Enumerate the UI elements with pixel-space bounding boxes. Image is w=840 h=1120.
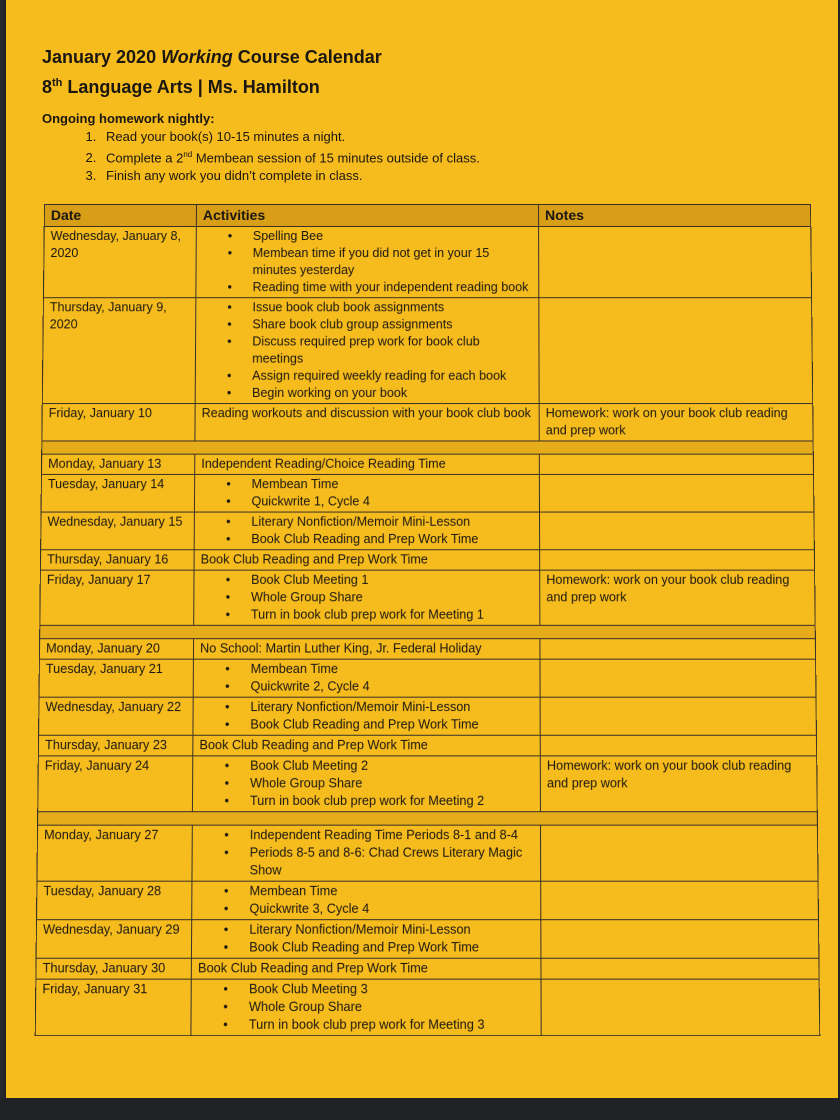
date-cell: Thursday, January 9, 2020 — [42, 298, 196, 404]
week-separator-row — [40, 625, 816, 638]
table-row — [39, 659, 816, 697]
homework-item-sup: nd — [183, 150, 193, 159]
activities-cell — [194, 570, 540, 625]
activities-list — [200, 661, 534, 696]
title-prefix: January 2020 — [42, 47, 162, 67]
date-cell: Thursday, January 16 — [40, 550, 194, 570]
table-row — [42, 404, 813, 441]
table-body — [35, 227, 820, 1036]
homework-item-text: Membean session of 15 minutes outside of class. — [192, 150, 480, 166]
activities-cell — [192, 825, 541, 881]
activities-cell — [192, 881, 541, 919]
activities-list — [198, 921, 534, 956]
week-separator-row — [38, 812, 818, 825]
header-activities: Activities — [196, 204, 538, 226]
subtitle-text: Language Arts | Ms. Hamilton — [62, 77, 320, 97]
activity-item: • Turn in book club prep work for Meeting 3 — [249, 1016, 535, 1034]
activity-item: • Independent Reading Time Periods 8-1 and 8-4 — [250, 827, 534, 845]
notes-cell — [539, 454, 813, 474]
date-cell: Friday, January 24 — [38, 756, 193, 812]
week-separator-row — [42, 441, 814, 454]
title-suffix: Course Calendar — [232, 47, 382, 67]
activities-cell — [196, 227, 539, 298]
homework-section — [42, 110, 480, 185]
homework-item — [100, 146, 480, 167]
activity-item: • Spelling Bee — [253, 228, 532, 245]
notes-cell — [541, 881, 819, 919]
subtitle-grade: 8 — [42, 77, 53, 97]
activities-cell — [195, 298, 539, 404]
homework-item: 1. Read your book(s) 10-15 minutes a night. — [100, 128, 480, 146]
table-row — [39, 639, 815, 660]
activity-item: • Reading time with your independent reading book — [253, 279, 533, 296]
calendar-table — [35, 204, 821, 1036]
activity-item: • Book Club Reading and Prep Work Time — [249, 939, 534, 957]
activity-item: • Assign required weekly reading for each book — [252, 368, 532, 385]
activity-item: • Quickwrite 2, Cycle 4 — [251, 678, 534, 695]
table-row — [36, 958, 819, 979]
activity-item: • Quickwrite 1, Cycle 4 — [251, 493, 532, 510]
activity-item: • Membean Time — [252, 476, 533, 493]
activities-list — [201, 514, 533, 549]
activity-item: • Whole Group Share — [249, 998, 535, 1016]
table-row — [41, 474, 814, 512]
notes-cell — [541, 825, 819, 881]
notes-cell — [539, 512, 814, 550]
week-separator — [42, 441, 814, 454]
subtitle-ordinal: th — [52, 77, 63, 89]
week-separator — [38, 812, 818, 825]
activity-item: • Turn in book club prep work for Meeting 2 — [250, 793, 534, 811]
activity-item: • Whole Group Share — [250, 775, 534, 793]
header-notes: Notes — [539, 204, 811, 226]
subtitle-line — [42, 70, 382, 100]
table-row — [38, 756, 818, 812]
date-cell: Tuesday, January 14 — [41, 474, 195, 512]
activity-item: • Discuss required prep work for book club meetings — [252, 333, 532, 367]
activities-cell: No School: Martin Luther King, Jr. Federal Holiday — [193, 639, 540, 660]
homework-title: Ongoing homework nightly: — [42, 111, 215, 126]
activities-cell — [191, 920, 541, 959]
notes-cell — [541, 979, 820, 1036]
date-cell: Monday, January 13 — [41, 454, 194, 474]
activities-cell — [194, 512, 539, 550]
activity-item: • Quickwrite 3, Cycle 4 — [249, 900, 534, 918]
date-cell: Wednesday, January 15 — [41, 512, 195, 550]
activity-item: • Membean Time — [251, 661, 534, 678]
date-cell: Wednesday, January 22 — [39, 697, 194, 735]
activities-list — [202, 299, 533, 402]
title-line — [42, 44, 382, 70]
table-row — [37, 881, 819, 919]
date-cell: Tuesday, January 21 — [39, 659, 193, 697]
activity-item: • Literary Nonfiction/Memoir Mini-Lesson — [250, 699, 533, 716]
homework-list — [42, 128, 480, 185]
activity-item: • Book Club Reading and Prep Work Time — [251, 531, 533, 548]
document-title — [42, 44, 382, 100]
activity-item: • Whole Group Share — [251, 589, 533, 606]
table-row — [39, 697, 817, 735]
table-row — [37, 825, 818, 881]
table-row — [40, 570, 815, 625]
activity-item: • Periods 8-5 and 8-6: Chad Crews Literary Magic Show — [250, 844, 534, 879]
homework-item-text: Complete a 2 — [106, 150, 184, 166]
date-cell: Tuesday, January 28 — [37, 881, 192, 919]
activity-item: • Book Club Meeting 2 — [250, 757, 534, 775]
date-cell: Monday, January 20 — [39, 639, 193, 660]
activities-cell — [192, 756, 540, 812]
activity-item: • Book Club Reading and Prep Work Time — [250, 716, 533, 734]
table-header-row — [44, 204, 811, 226]
table-row — [36, 920, 819, 959]
table-row — [38, 735, 816, 756]
activities-list — [202, 228, 532, 296]
notes-cell — [540, 735, 816, 756]
date-cell: Monday, January 27 — [37, 825, 192, 881]
activity-item: • Share book club group assignments — [252, 316, 532, 333]
notes-cell — [540, 697, 816, 735]
header-date: Date — [44, 204, 196, 226]
notes-cell — [539, 298, 813, 404]
date-cell: Friday, January 10 — [42, 404, 195, 441]
activities-cell: Book Club Reading and Prep Work Time — [194, 550, 540, 570]
notes-cell — [540, 639, 816, 660]
table-row — [41, 512, 815, 550]
table-row — [40, 550, 814, 570]
activity-item: • Membean Time — [249, 883, 534, 901]
activities-cell — [193, 697, 540, 735]
date-cell: Wednesday, January 29 — [36, 920, 192, 959]
notes-cell — [539, 227, 812, 298]
table-row — [42, 298, 812, 404]
notes-cell — [541, 920, 819, 959]
activities-cell: Book Club Reading and Prep Work Time — [191, 958, 541, 979]
activity-item: • Literary Nonfiction/Memoir Mini-Lesson — [251, 514, 533, 531]
notes-cell — [539, 474, 814, 512]
calendar-sheet — [6, 0, 838, 1098]
notes-cell: Homework: work on your book club reading and prep work — [540, 570, 816, 625]
date-cell: Thursday, January 23 — [38, 735, 193, 756]
activity-item: • Membean time if you did not get in your 15 minutes yesterday — [253, 245, 533, 279]
activities-list — [200, 699, 534, 734]
date-cell: Thursday, January 30 — [36, 958, 192, 979]
table-row — [35, 979, 820, 1036]
activity-item: • Begin working on your book — [252, 385, 533, 402]
notes-cell — [540, 550, 815, 570]
activities-cell: Independent Reading/Choice Reading Time — [195, 454, 540, 474]
notes-cell: Homework: work on your book club reading and prep work — [540, 756, 817, 812]
activities-cell: Book Club Reading and Prep Work Time — [193, 735, 540, 756]
date-cell: Friday, January 31 — [35, 979, 191, 1036]
title-italic: Working — [161, 47, 233, 67]
homework-item: 3. Finish any work you didn’t complete in class. — [100, 167, 480, 185]
notes-cell — [541, 958, 819, 979]
table-row — [41, 454, 813, 474]
activity-item: • Book Club Meeting 1 — [251, 572, 533, 589]
date-cell: Wednesday, January 8, 2020 — [43, 227, 196, 298]
date-cell: Friday, January 17 — [40, 570, 194, 625]
activities-list — [201, 476, 533, 511]
table-surface — [0, 1098, 840, 1120]
activities-cell: Reading workouts and discussion with your book club book — [195, 404, 539, 441]
activities-cell — [193, 659, 540, 697]
activities-cell — [194, 474, 539, 512]
activities-list — [198, 883, 534, 918]
activity-item: • Book Club Meeting 3 — [249, 981, 534, 999]
activities-list — [198, 981, 535, 1034]
week-separator — [40, 625, 816, 638]
activity-item: • Literary Nonfiction/Memoir Mini-Lesson — [249, 921, 534, 939]
notes-cell: Homework: work on your book club reading and prep work — [539, 404, 813, 441]
activity-item: • Issue book club book assignments — [252, 299, 532, 316]
table-row — [43, 227, 811, 298]
notes-cell — [540, 659, 816, 697]
activities-list — [199, 827, 534, 880]
activities-list — [199, 757, 534, 810]
activity-item: • Turn in book club prep work for Meeting 1 — [251, 606, 533, 623]
activities-list — [200, 572, 533, 624]
activities-cell — [191, 979, 541, 1036]
